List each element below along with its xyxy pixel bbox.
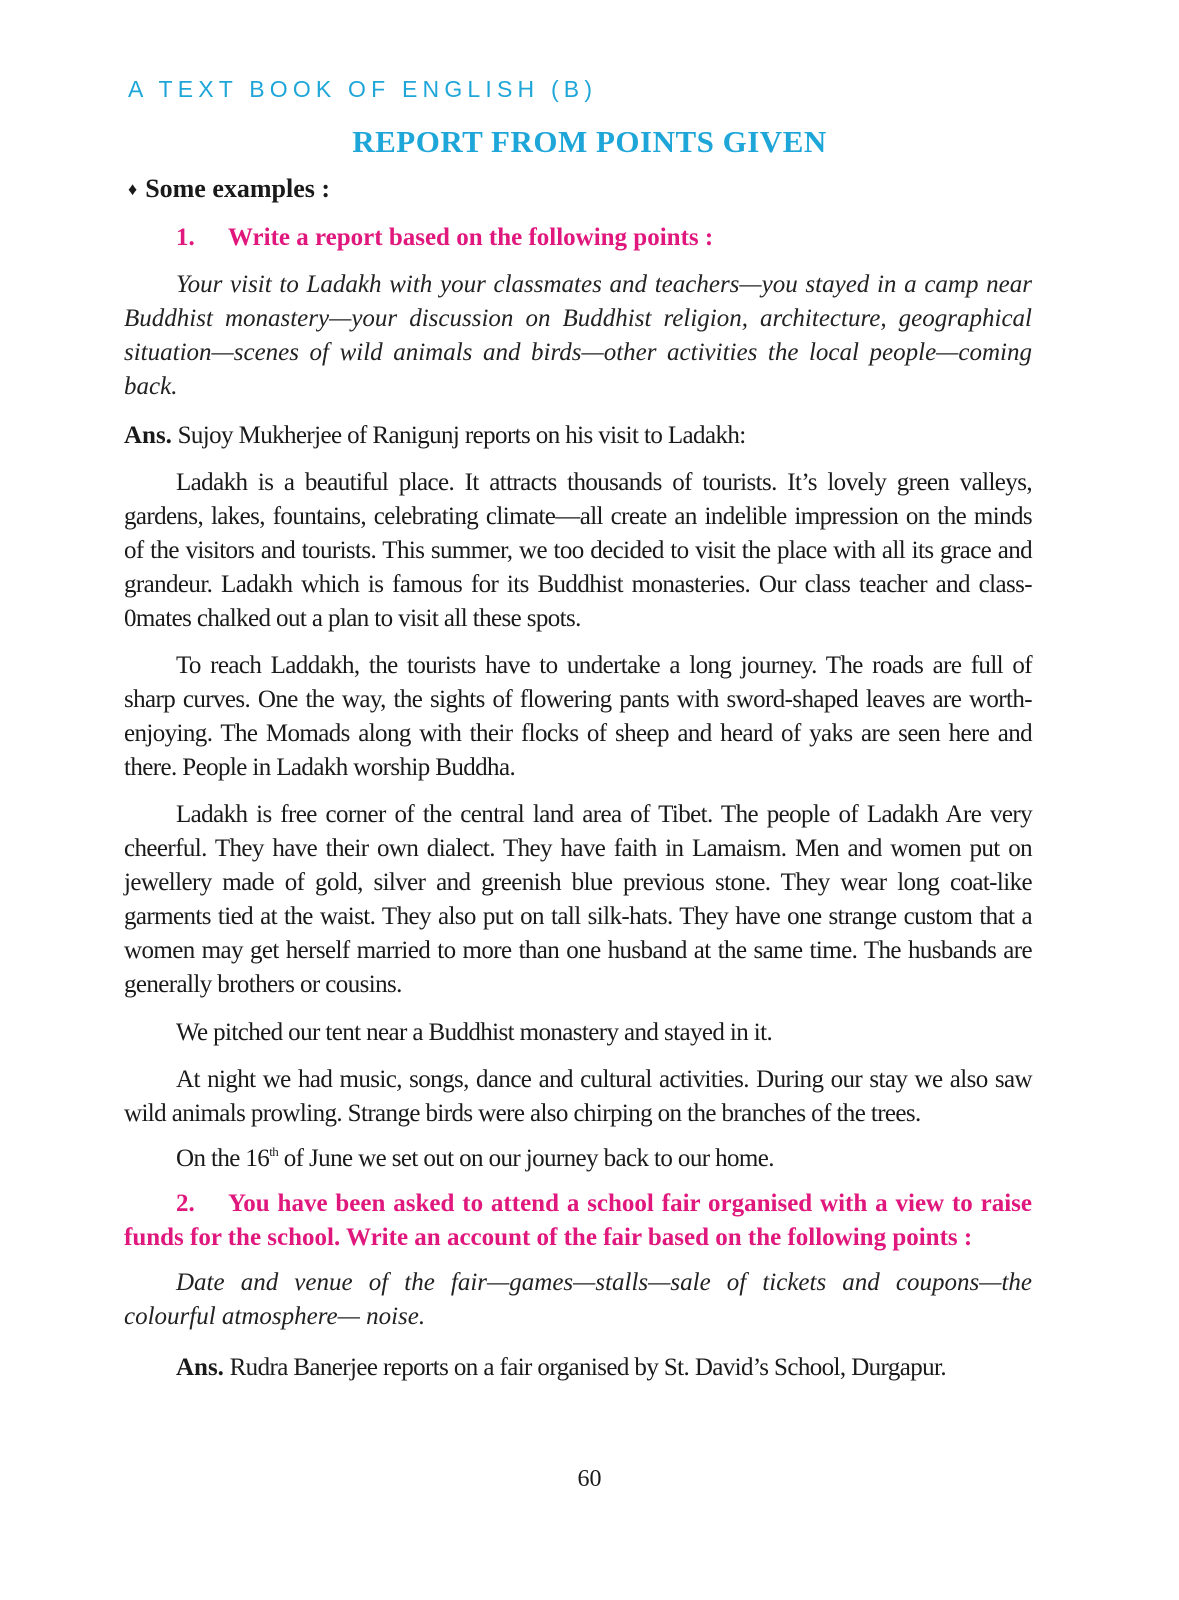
answer-label-2: Ans. [176, 1354, 224, 1381]
page-title: REPORT FROM POINTS GIVEN [352, 124, 827, 159]
examples-heading [128, 174, 330, 204]
question-1-prompt: Write a report based on the following points : [228, 224, 714, 251]
answer-intro-text: Sujoy Mukherjee of Ranigunj reports on his visit to Ladakh: [177, 422, 746, 449]
question-2-prompt: You have been asked to attend a school fair organised with a view to raise funds for the school. Write an account of the fair based on the following points : [124, 1190, 1032, 1251]
answer-paragraph-6 [124, 1142, 1032, 1176]
answer-paragraph-2: To reach Laddakh, the tourists have to undertake a long journey. The roads are full of sharp curves. One the way, the sights of flowering pants with sword-shaped leaves are worth-enjoying. The Momads along with their flocks of sheep and heard of yaks are seen here and there. People in Ladakh worship Buddha. [124, 652, 1032, 781]
question-2-number: 2. [176, 1190, 195, 1217]
question-2-answer-intro [124, 1351, 1032, 1385]
page-number: 60 [577, 1466, 602, 1492]
examples-heading-text: Some examples : [145, 174, 331, 203]
answer-label: Ans. [124, 422, 172, 449]
question-1-heading [124, 221, 1032, 255]
running-head: A TEXT BOOK OF ENGLISH (B) [128, 76, 598, 102]
question-2-points: Date and venue of the fair—games—stalls—sale of tickets and coupons—the colourful atmosphere— noise. [124, 1269, 1032, 1330]
question-1-points: Your visit to Ladakh with your classmates and teachers—you stayed in a camp near Buddhist monastery—your discussion on Buddhist religion, architecture, geographical situation—scenes of wild animals and birds—other activities the local people—coming back. [124, 271, 1032, 400]
answer-paragraph-1: Ladakh is a beautiful place. It attracts thousands of tourists. It’s lovely green valleys, gardens, lakes, fountains, celebrating climate—all create an indelible impression on the minds of the visitors and tourists. This summer, we too decided to visit the place with all its grace and grandeur. Ladakh which is famous for its Buddhist monasteries. Our class teacher and class-0mates chalked out a plan to visit all these spots. [124, 469, 1032, 632]
last-para-after: of June we set out on our journey back to our home. [278, 1145, 774, 1172]
answer-paragraph-3: Ladakh is free corner of the central land area of Tibet. The people of Ladakh Are very cheerful. They have their own dialect. They have faith in Lamaism. Men and women put on jewellery made of gold, silver and greenish blue previous stone. They wear long coat-like garments tied at the waist. They also put on tall silk-hats. They have one strange custom that a women may get herself married to more than one husband at the same time. The husbands are generally brothers or cousins. [124, 801, 1032, 998]
question-1-number: 1. [176, 224, 195, 251]
answer-paragraph-5: At night we had music, songs, dance and cultural activities. During our stay we also saw wild animals prowling. Strange birds were also chirping on the branches of the trees. [124, 1066, 1032, 1127]
question-2-heading [124, 1187, 1032, 1255]
answer-paragraph-4: We pitched our tent near a Buddhist monastery and stayed in it. [176, 1019, 773, 1046]
last-para-superscript: th [269, 1144, 279, 1159]
answer-intro-text-2: Rudra Banerjee reports on a fair organised by St. David’s School, Durgapur. [229, 1354, 947, 1381]
last-para-before: On the 16 [176, 1145, 270, 1172]
question-1-answer-intro [124, 419, 1032, 453]
diamond-bullet-icon: ♦ [128, 179, 138, 199]
